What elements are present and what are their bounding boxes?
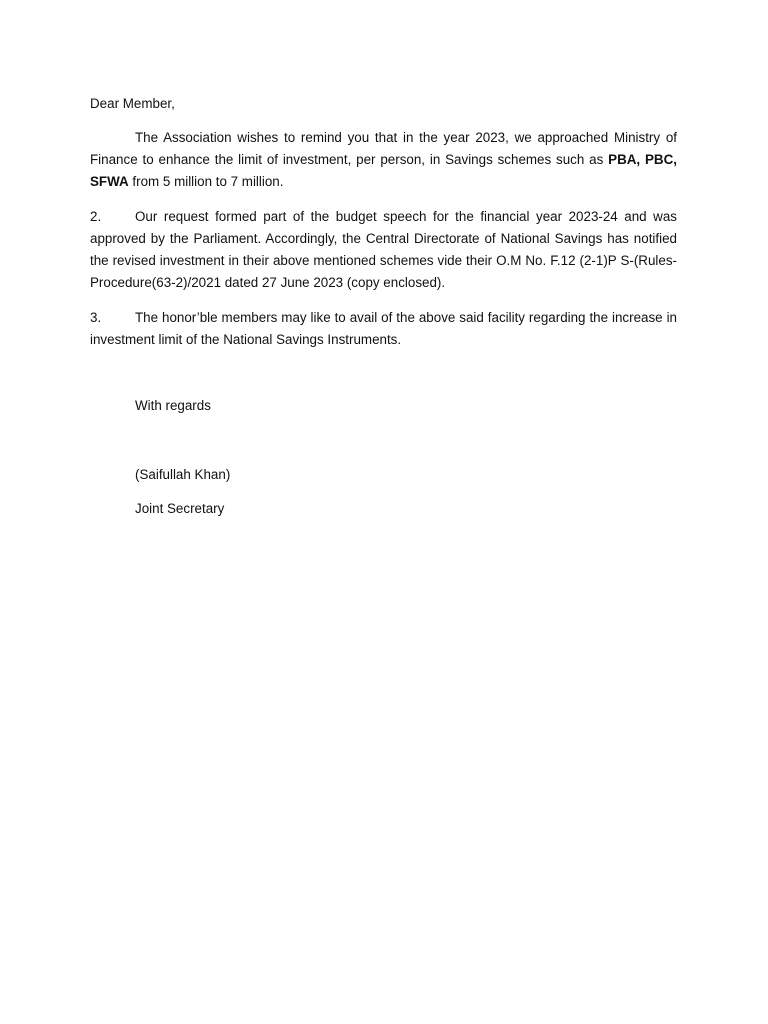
paragraph-2-number: 2.	[90, 209, 102, 224]
paragraph-1-text-start: The Association wishes to remind you that in the year 2023, we approached Ministry of Finance to enhance the limit of investment, per person, in Savings schemes such as	[90, 130, 677, 167]
paragraph-3-text: The honor’ble members may like to avail of the above said facility regarding the increase in investment limit of the National Savings Instruments.	[90, 310, 677, 347]
paragraph-3-number: 3.	[90, 310, 102, 325]
paragraph-2	[90, 206, 677, 294]
paragraph-2-text: Our request formed part of the budget speech for the financial year 2023-24 and was approved by the Parliament. Accordingly, the Central Directorate of National Savings has notified the revised investment in their above mentioned schemes vide their O.M No. F.12 (2-1)P S-(Rules-Procedure(63-2)/2021 dated 27 June 2023 (copy enclosed).	[90, 209, 677, 290]
closing-regards: With regards	[135, 398, 211, 413]
paragraph-1	[90, 127, 677, 193]
salutation: Dear Member,	[90, 96, 175, 111]
scheme-names-bold: PBA, PBC, SFWA	[90, 152, 677, 189]
signatory-title: Joint Secretary	[135, 501, 225, 516]
letter-body	[90, 93, 677, 520]
paragraph-3	[90, 307, 677, 351]
paragraph-1-text-end: from 5 million to 7 million.	[128, 174, 284, 189]
signatory-name: (Saifullah Khan)	[135, 467, 231, 482]
